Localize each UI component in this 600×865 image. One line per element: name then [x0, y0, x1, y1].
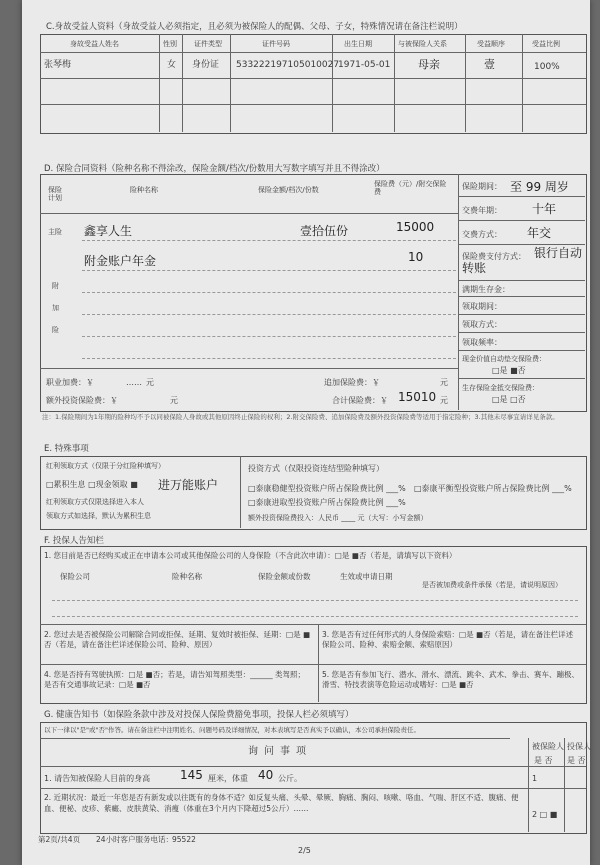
beneficiary-id-number: 533222197105010027	[236, 60, 340, 70]
header-id-type: 证件类型	[194, 40, 222, 48]
application-form-page	[22, 0, 590, 865]
rider-label-2: 加	[52, 304, 59, 312]
total-fee-value: 15010	[398, 390, 437, 404]
health-question-1: 1. 请告知被保险人目前的身高	[44, 774, 151, 783]
section-f-title: F. 投保人告知栏	[44, 536, 104, 546]
header-gender: 性别	[163, 40, 177, 48]
survival-offset-label: 生存保险金抵交保险费：	[462, 384, 539, 392]
section-d-title: D. 保险合同资料（险种名称不得涂改，保险金额/档次/份数用大写数字填写并且不得涂改）	[44, 164, 385, 174]
pay-mode-label: 交费方式：	[462, 230, 502, 239]
total-fee-label: 合计保险费：￥	[332, 396, 388, 405]
notice-header-company: 保险公司	[60, 572, 90, 581]
additional-fee-label: 追加保险费：￥	[324, 378, 380, 387]
rider-label-3: 险	[52, 326, 59, 334]
main-product-amount: 壹拾伍份	[300, 224, 349, 238]
header-premium: 保险费（元）/附交保险费	[374, 180, 447, 197]
notice-header-condition: 是否被加费或条件承保（若是，请说明原因）	[422, 581, 562, 589]
investment-option-3[interactable]: □泰康进取型投资账户所占保险费比例 ___%	[248, 498, 406, 507]
notice-question-4: 4. 您是否持有驾驶执照：□是 ■否；若是，请告知驾照类型：______ 类驾照；是否有交通事故记录：□是 ■否	[44, 670, 305, 689]
main-product-premium: 15000	[396, 220, 435, 234]
header-id-number: 证件号码	[262, 40, 290, 48]
period-value: 至 99 周岁	[510, 180, 569, 194]
occupation-fee-label: 职业加费：￥	[46, 378, 94, 387]
pay-years-value: 十年	[532, 202, 557, 216]
beneficiary-id-type: 身份证	[192, 60, 220, 70]
section-c-title: C.身故受益人资料（身故受益人必须指定，且必须为被保险人的配偶、父母、子女，特殊情况请在备注栏说明）	[46, 22, 463, 32]
health-col-insured-yes-no: 是 否	[534, 756, 553, 765]
section-e-title: E. 特殊事项	[44, 444, 89, 454]
health-intro: 以下一律以"是"或"否"作答。请在备注栏中注明姓名、问题号码及详细情况，对本表填写是否真实予以确认，本公司承担保险责任。	[44, 726, 420, 734]
sub-product-amount: 10	[408, 250, 424, 264]
pay-method-label: 保险费支付方式：	[462, 252, 526, 261]
period-label: 保险期间：	[462, 182, 502, 191]
main-plan-label: 主险	[48, 228, 62, 236]
header-plan: 保险计划	[48, 186, 62, 203]
beneficiary-table	[40, 34, 587, 134]
survival-benefit-label: 满期生存金：	[462, 285, 510, 294]
header-ratio: 受益比例	[532, 40, 560, 48]
beneficiary-gender: 女	[167, 60, 177, 70]
pay-years-label: 交费年期：	[462, 206, 502, 215]
header-amount: 保险金额/档次/份数	[258, 186, 319, 194]
notice-question-3: 3. 您是否有过任何形式的人身保险索赔：□是 ■否（若是，请在备注栏详述保险公司、险种、索赔金额、索赔原因）	[322, 630, 574, 649]
cash-value-options[interactable]: □是 ■否	[492, 366, 526, 375]
header-beneficiary-name: 身故受益人姓名	[70, 40, 119, 48]
additional-fee-unit: 元	[440, 378, 448, 387]
total-fee-unit: 元	[440, 396, 448, 405]
health-answer-1: 1	[532, 774, 538, 783]
header-birth-date: 出生日期	[344, 40, 372, 48]
bonus-note-2: 领取方式如选择，默认为累积生息	[46, 512, 151, 520]
notice-question-1: 1. 您目前是否已经购买或正在申请本公司或其他保险公司的人身保险（不含此次申请）：□是 ■否（若是，请填写以下资料）	[44, 551, 457, 560]
notice-question-2: 2. 您过去是否被保险公司解除合同或拒保、延期、复效时被拒保、延期：□是 ■否（若是，请在备注栏详述保险公司、险种、原因）	[44, 630, 311, 649]
footer-page-info: 第2页/共4页	[38, 835, 81, 844]
weight-value: 40	[258, 768, 274, 782]
beneficiary-order: 壹	[484, 58, 495, 71]
rider-label-1: 附	[52, 282, 59, 290]
investment-option-2[interactable]: □泰康平衡型投资账户所占保险费比例 ___%	[414, 484, 572, 493]
health-col-item: 询问事项	[248, 746, 312, 757]
main-product-name: 鑫享人生	[84, 224, 133, 238]
footer-page-number: 2/5	[298, 846, 311, 855]
receive-frequency-label: 领取频率：	[462, 338, 502, 347]
header-order: 受益顺序	[477, 40, 505, 48]
bonus-note-1: 红利领取方式仅限选择进入本人	[46, 498, 144, 506]
survival-offset-options[interactable]: □是 □否	[492, 395, 526, 404]
pay-mode-value: 年交	[527, 226, 552, 240]
header-relation: 与被保险人关系	[398, 40, 447, 48]
health-question-2: 2. 近期状况：最近一年您是否有新发或以往既有的身体不适？如反复头痛、头晕、晕厥、胸痛、胸闷、咳嗽、咯血、气喘、肝区不适、腹痛、便血、便秘、皮疹、紫癜、皮肤黄染、消瘦（体重在3个月内下降超过5公斤）……	[44, 793, 519, 813]
investment-option-1[interactable]: □泰康稳健型投资账户所占保险费比例 ___%	[248, 484, 406, 493]
beneficiary-ratio: 100%	[534, 62, 560, 72]
height-unit: 厘米，体重	[208, 774, 248, 783]
health-col-insured: 被保险人	[532, 742, 564, 751]
header-product-name: 险种名称	[130, 186, 158, 194]
notice-header-date: 生效或申请日期	[340, 572, 393, 581]
sub-product-name: 附金账户年金	[84, 254, 157, 268]
investment-note: 额外投资保险费投入：人民币 ____ 元（大写：小写金额）	[248, 514, 428, 522]
extra-invest-fee-unit: 元	[170, 396, 178, 405]
health-answer-2[interactable]: 2 □ ■	[532, 810, 558, 819]
beneficiary-name: 张琴梅	[44, 60, 72, 70]
weight-unit: 公斤。	[278, 774, 302, 783]
beneficiary-relation: 母亲	[418, 58, 440, 71]
contract-note: 注：1.保险期间为1年期的险种均不予以同被保险人身故或其他原因终止保险的权利；2.附交保险费、追加保险费及额外投资保险费等适用于指定险种；3.其他未尽事宜请详见条款。	[42, 413, 559, 421]
receive-period-label: 领取期间：	[462, 302, 502, 311]
footer-hotline-label: 24小时客户服务电话：	[96, 835, 174, 844]
bonus-selected-value: 进万能账户	[158, 478, 219, 492]
investment-method-label: 投资方式（仅限投资连结型险种填写）	[248, 464, 384, 473]
notice-header-product: 险种名称	[172, 572, 202, 581]
extra-invest-fee-label: 额外投资保险费：￥	[46, 396, 118, 405]
bonus-method-label: 红利领取方式（仅限于分红险种填写）	[46, 462, 165, 470]
cash-value-label: 现金价值自动垫交保险费：	[462, 355, 546, 363]
health-col-applicant: 投保人	[567, 742, 591, 751]
notice-header-amount: 保险金额或份数	[258, 572, 311, 581]
footer-hotline: 95522	[172, 835, 196, 844]
occupation-fee-dots: ……	[126, 378, 142, 387]
bonus-options[interactable]: □累积生息 □现金领取 ■	[46, 480, 138, 489]
section-g-title: G. 健康告知书（如保险条款中涉及对投保人保险费豁免事项，投保人栏必须填写）	[44, 710, 354, 720]
height-value: 145	[180, 768, 203, 782]
receive-mode-label: 领取方式：	[462, 320, 502, 329]
notice-question-5: 5. 您是否有参加飞行、潜水、滑水、漂流、跳伞、武术、拳击、赛车、蹦极、滑雪、特技表演等危险运动或嗜好：□是 ■否	[322, 670, 580, 689]
occupation-fee-unit: 元	[146, 378, 154, 387]
pay-method-value: 银行自动转账	[462, 246, 583, 275]
health-col-applicant-yes-no: 是 否	[567, 756, 586, 765]
beneficiary-birth-date: 1971-05-01	[338, 60, 391, 70]
